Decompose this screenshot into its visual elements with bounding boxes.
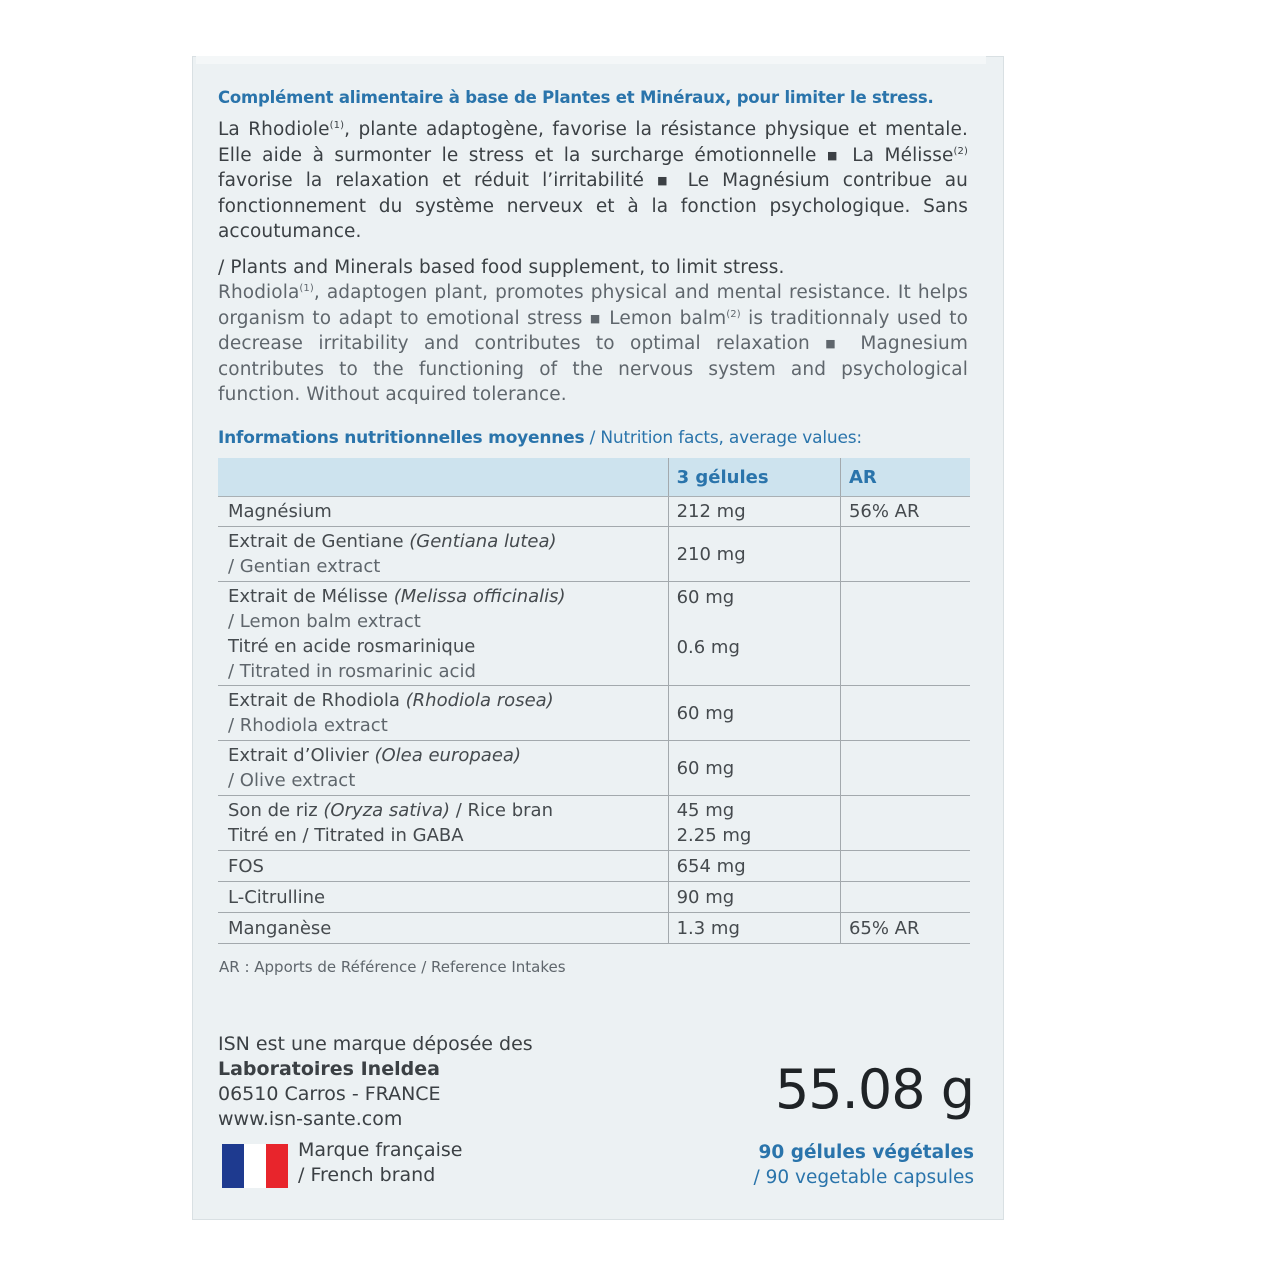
table-row xyxy=(218,686,970,741)
latin-name: (Oryza sativa) xyxy=(323,800,450,821)
header-ar: AR xyxy=(840,458,970,497)
table-row xyxy=(218,582,970,686)
flag-white-band xyxy=(244,1144,266,1188)
ar-cell xyxy=(840,686,970,741)
brand-fr: Marque française xyxy=(298,1139,463,1161)
flag-blue-band xyxy=(222,1144,244,1188)
footnote-ref: (1) xyxy=(299,282,314,294)
dose-value: 45 mg xyxy=(676,800,735,821)
ingredient-name: Son de riz xyxy=(228,800,324,821)
latin-name: (Melissa officinalis) xyxy=(393,585,566,607)
dose-cell: 90 mg xyxy=(668,882,840,913)
dose-cell: 654 mg xyxy=(668,851,840,882)
text-segment: La Mélisse xyxy=(841,144,954,166)
brand-en: / French brand xyxy=(298,1164,436,1186)
text-segment: , plante adaptogène, favorise la résistance physique et mentale. Elle aide à surmonter le stress et la surcharge émotionnelle xyxy=(218,119,968,166)
ar-cell: 65% AR xyxy=(840,913,970,944)
footnote-ref: (2) xyxy=(953,145,968,157)
ingredient-english: / Lemon balm extract xyxy=(228,610,421,632)
dose-cell: 60 mg xyxy=(668,741,840,796)
latin-name: (Rhodiola rosea) xyxy=(405,690,554,711)
text-segment: La Rhodiole xyxy=(218,119,330,140)
manufacturer-info xyxy=(218,1032,533,1132)
ingredient-cell: Manganèse xyxy=(218,913,668,944)
package-top-edge xyxy=(196,56,986,64)
ingredient-english: / Rice bran xyxy=(450,800,553,821)
english-lead: / Plants and Minerals based food supplement, to limit stress. xyxy=(218,256,785,278)
bullet-square-icon: ■ xyxy=(825,337,846,350)
dose-cell xyxy=(668,796,840,851)
nutrition-table xyxy=(218,458,970,944)
ingredient-cell xyxy=(218,582,668,686)
ingredient-english: / Rhodiola extract xyxy=(228,715,388,736)
ingredient-cell xyxy=(218,741,668,796)
capsule-count xyxy=(753,1140,974,1190)
table-row xyxy=(218,497,970,527)
text-segment: is traditionnaly used to decrease irritability and contributes to optimal relaxation xyxy=(218,307,969,354)
titration-name: Titré en acide rosmarinique xyxy=(228,635,476,657)
text-segment: Le Magnésium contribue au fonctionnement du système nerveux et à la fonction psychologique. Sans accoutumance. xyxy=(218,170,968,242)
text-segment: , adaptogen plant, promotes physical and mental resistance. It helps organism to adapt to emotional stress xyxy=(218,282,968,329)
bullet-square-icon: ■ xyxy=(657,174,675,187)
ingredient-cell: L-Citrulline xyxy=(218,882,668,913)
footnote-ref: (1) xyxy=(329,119,345,131)
ar-cell: 56% AR xyxy=(840,497,970,527)
table-row xyxy=(218,741,970,796)
ingredient-cell xyxy=(218,686,668,741)
ingredient-name: Extrait d’Olivier xyxy=(228,745,375,766)
header-dose: 3 gélules xyxy=(668,458,840,497)
trademark-line: ISN est une marque déposée des xyxy=(218,1033,533,1055)
dose-cell xyxy=(668,582,840,686)
ingredient-cell xyxy=(218,527,668,582)
ar-cell xyxy=(840,851,970,882)
ingredient-name: Extrait de Gentiane xyxy=(228,531,410,552)
company-name: Laboratoires Ineldea xyxy=(218,1058,440,1080)
text-segment: favorise la relaxation et réduit l’irritabilité xyxy=(218,170,658,191)
ingredient-name: Extrait de Mélisse xyxy=(228,585,394,607)
company-address: 06510 Carros - FRANCE xyxy=(218,1083,441,1105)
ar-cell xyxy=(840,527,970,582)
ar-cell xyxy=(840,796,970,851)
table-row xyxy=(218,796,970,851)
titration-english: / Titrated in rosmarinic acid xyxy=(228,660,476,682)
company-website: www.isn-sante.com xyxy=(218,1108,403,1130)
latin-name: (Gentiana lutea) xyxy=(409,531,557,552)
dose-cell: 1.3 mg xyxy=(668,913,840,944)
capsules-fr: 90 gélules végétales xyxy=(758,1142,974,1163)
text-segment: Rhodiola xyxy=(218,282,300,303)
ingredient-name: Extrait de Rhodiola xyxy=(228,690,406,711)
ingredient-english: / Gentian extract xyxy=(228,556,381,577)
table-row xyxy=(218,527,970,582)
ar-cell xyxy=(840,741,970,796)
french-brand-label xyxy=(298,1138,463,1188)
intro-section xyxy=(218,88,968,465)
bullet-square-icon: ■ xyxy=(826,148,842,162)
text-segment: Lemon balm xyxy=(601,307,727,329)
dose-cell: 60 mg xyxy=(668,686,840,741)
table-header-row xyxy=(218,458,970,497)
net-weight: 55.08 g xyxy=(774,1058,974,1121)
ingredient-english: / Olive extract xyxy=(228,770,356,791)
footnote-ref: (2) xyxy=(726,308,741,320)
dose-value: 2.25 mg xyxy=(676,825,752,846)
intro-heading: Complément alimentaire à base de Plantes et Minéraux, pour limiter le stress. xyxy=(218,88,934,107)
bullet-square-icon: ■ xyxy=(589,311,602,325)
nutrition-heading-fr: Informations nutritionnelles moyennes xyxy=(218,427,585,448)
flag-red-band xyxy=(266,1144,288,1188)
dose-value: 60 mg xyxy=(676,587,735,608)
header-ingredient xyxy=(218,458,668,497)
nutrition-heading xyxy=(218,428,968,448)
table-row xyxy=(218,882,970,913)
table-row xyxy=(218,913,970,944)
ar-cell xyxy=(840,582,970,686)
ingredient-cell: FOS xyxy=(218,851,668,882)
dose-cell: 210 mg xyxy=(668,527,840,582)
ingredient-cell: Magnésium xyxy=(218,497,668,527)
dose-value: 0.6 mg xyxy=(676,637,740,658)
titration-name: Titré en / Titrated in GABA xyxy=(228,825,464,846)
intro-french-text xyxy=(218,117,968,245)
nutrition-heading-en: / Nutrition facts, average values: xyxy=(584,427,862,448)
text-segment: Magnesium contributes to the functioning of the nervous system and psychological function. Without acquired tolerance. xyxy=(218,333,969,405)
french-flag-icon xyxy=(222,1144,288,1188)
table-legend: AR : Apports de Référence / Reference Intakes xyxy=(219,958,566,976)
dose-cell: 212 mg xyxy=(668,497,840,527)
table-row xyxy=(218,851,970,882)
intro-english-text xyxy=(218,255,968,408)
latin-name: (Olea europaea) xyxy=(374,745,521,766)
ingredient-cell xyxy=(218,796,668,851)
ar-cell xyxy=(840,882,970,913)
capsules-en: / 90 vegetable capsules xyxy=(753,1167,974,1188)
